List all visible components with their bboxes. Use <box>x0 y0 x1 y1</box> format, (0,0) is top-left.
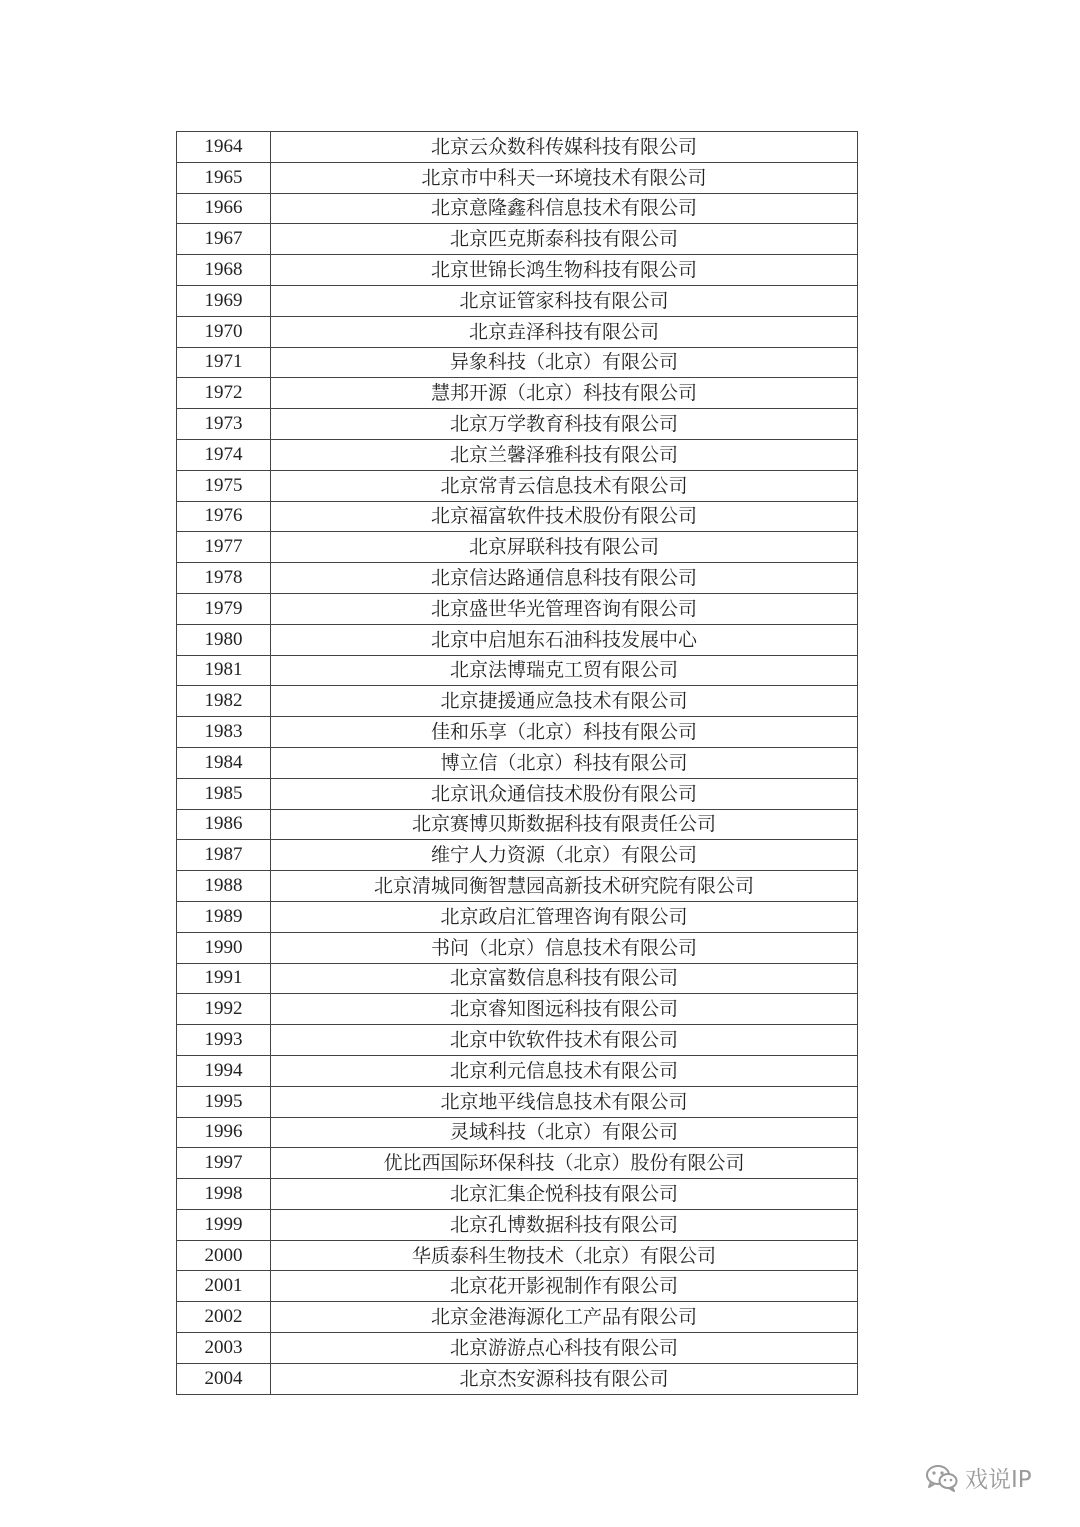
table-row <box>177 1086 858 1117</box>
row-number: 1992 <box>177 994 271 1025</box>
row-number: 1967 <box>177 224 271 255</box>
row-number: 1986 <box>177 809 271 840</box>
row-number: 1966 <box>177 193 271 224</box>
company-name: 北京万学教育科技有限公司 <box>271 409 858 440</box>
row-number: 1964 <box>177 132 271 163</box>
row-number: 1976 <box>177 501 271 532</box>
company-name: 北京政启汇管理咨询有限公司 <box>271 901 858 932</box>
row-number: 1965 <box>177 162 271 193</box>
row-number: 1985 <box>177 778 271 809</box>
row-number: 1981 <box>177 655 271 686</box>
company-name: 北京信达路通信息科技有限公司 <box>271 563 858 594</box>
row-number: 2002 <box>177 1302 271 1333</box>
row-number: 1979 <box>177 593 271 624</box>
watermark-text: 戏说IP <box>965 1467 1032 1493</box>
company-name: 北京云众数科传媒科技有限公司 <box>271 132 858 163</box>
company-name: 华质泰科生物技术（北京）有限公司 <box>271 1240 858 1271</box>
table-row <box>177 963 858 994</box>
table-body <box>177 132 858 1395</box>
company-name: 北京清城同衡智慧园高新技术研究院有限公司 <box>271 871 858 902</box>
table-row <box>177 1363 858 1394</box>
table-row <box>177 224 858 255</box>
company-name: 北京睿知图远科技有限公司 <box>271 994 858 1025</box>
row-number: 1980 <box>177 624 271 655</box>
wechat-icon <box>925 1464 959 1492</box>
table-row <box>177 1240 858 1271</box>
row-number: 1989 <box>177 901 271 932</box>
company-name: 北京垚泽科技有限公司 <box>271 316 858 347</box>
row-number: 1970 <box>177 316 271 347</box>
company-name: 北京捷援通应急技术有限公司 <box>271 686 858 717</box>
company-name: 北京屏联科技有限公司 <box>271 532 858 563</box>
table-row <box>177 285 858 316</box>
table-row <box>177 378 858 409</box>
row-number: 1993 <box>177 1025 271 1056</box>
table-row <box>177 593 858 624</box>
company-name: 异象科技（北京）有限公司 <box>271 347 858 378</box>
row-number: 1998 <box>177 1179 271 1210</box>
table-row <box>177 871 858 902</box>
company-name: 北京福富软件技术股份有限公司 <box>271 501 858 532</box>
watermark <box>925 1461 1032 1494</box>
company-name: 北京中启旭东石油科技发展中心 <box>271 624 858 655</box>
row-number: 1999 <box>177 1209 271 1240</box>
table-row <box>177 409 858 440</box>
table-row <box>177 901 858 932</box>
table-row <box>177 316 858 347</box>
row-number: 1982 <box>177 686 271 717</box>
table-row <box>177 347 858 378</box>
table-row <box>177 655 858 686</box>
row-number: 1995 <box>177 1086 271 1117</box>
company-name: 佳和乐享（北京）科技有限公司 <box>271 717 858 748</box>
table-row <box>177 162 858 193</box>
table-row <box>177 1148 858 1179</box>
table-row <box>177 809 858 840</box>
table-row <box>177 717 858 748</box>
company-name: 灵域科技（北京）有限公司 <box>271 1117 858 1148</box>
row-number: 1997 <box>177 1148 271 1179</box>
company-list-table <box>176 131 858 1395</box>
company-name: 北京花开影视制作有限公司 <box>271 1271 858 1302</box>
row-number: 1969 <box>177 285 271 316</box>
table-row <box>177 1333 858 1364</box>
table-row <box>177 255 858 286</box>
row-number: 2004 <box>177 1363 271 1394</box>
table-row <box>177 624 858 655</box>
company-name: 书问（北京）信息技术有限公司 <box>271 932 858 963</box>
table-row <box>177 470 858 501</box>
table-row <box>177 193 858 224</box>
table-row <box>177 132 858 163</box>
row-number: 2001 <box>177 1271 271 1302</box>
company-name: 北京利元信息技术有限公司 <box>271 1055 858 1086</box>
table-row <box>177 439 858 470</box>
row-number: 1974 <box>177 439 271 470</box>
company-name: 博立信（北京）科技有限公司 <box>271 747 858 778</box>
table-row <box>177 778 858 809</box>
table-row <box>177 1209 858 1240</box>
table-row <box>177 840 858 871</box>
table-row <box>177 1271 858 1302</box>
company-name: 北京盛世华光管理咨询有限公司 <box>271 593 858 624</box>
table-row <box>177 747 858 778</box>
table-row <box>177 1302 858 1333</box>
company-name: 北京匹克斯泰科技有限公司 <box>271 224 858 255</box>
row-number: 1978 <box>177 563 271 594</box>
company-name: 北京证管家科技有限公司 <box>271 285 858 316</box>
table-row <box>177 501 858 532</box>
row-number: 1990 <box>177 932 271 963</box>
company-name: 北京意隆鑫科信息技术有限公司 <box>271 193 858 224</box>
row-number: 1988 <box>177 871 271 902</box>
company-name: 优比西国际环保科技（北京）股份有限公司 <box>271 1148 858 1179</box>
company-name: 北京富数信息科技有限公司 <box>271 963 858 994</box>
company-name: 慧邦开源（北京）科技有限公司 <box>271 378 858 409</box>
company-name: 北京游游点心科技有限公司 <box>271 1333 858 1364</box>
row-number: 1984 <box>177 747 271 778</box>
table-row <box>177 1025 858 1056</box>
table-row <box>177 686 858 717</box>
company-name: 北京中钦软件技术有限公司 <box>271 1025 858 1056</box>
row-number: 1973 <box>177 409 271 440</box>
row-number: 1972 <box>177 378 271 409</box>
row-number: 1968 <box>177 255 271 286</box>
company-name: 北京市中科天一环境技术有限公司 <box>271 162 858 193</box>
company-name: 北京世锦长鸿生物科技有限公司 <box>271 255 858 286</box>
company-name: 北京法博瑞克工贸有限公司 <box>271 655 858 686</box>
company-name: 北京汇集企悦科技有限公司 <box>271 1179 858 1210</box>
table-row <box>177 563 858 594</box>
row-number: 1983 <box>177 717 271 748</box>
table-row <box>177 532 858 563</box>
table-row <box>177 932 858 963</box>
row-number: 1987 <box>177 840 271 871</box>
row-number: 1971 <box>177 347 271 378</box>
company-name: 北京杰安源科技有限公司 <box>271 1363 858 1394</box>
row-number: 1996 <box>177 1117 271 1148</box>
table-row <box>177 1055 858 1086</box>
row-number: 2003 <box>177 1333 271 1364</box>
company-name: 北京金港海源化工产品有限公司 <box>271 1302 858 1333</box>
company-name: 维宁人力资源（北京）有限公司 <box>271 840 858 871</box>
table-row <box>177 1117 858 1148</box>
row-number: 1991 <box>177 963 271 994</box>
row-number: 1994 <box>177 1055 271 1086</box>
row-number: 1977 <box>177 532 271 563</box>
table-row <box>177 994 858 1025</box>
company-name: 北京讯众通信技术股份有限公司 <box>271 778 858 809</box>
company-name: 北京赛博贝斯数据科技有限责任公司 <box>271 809 858 840</box>
company-name: 北京孔博数据科技有限公司 <box>271 1209 858 1240</box>
company-name: 北京地平线信息技术有限公司 <box>271 1086 858 1117</box>
company-name: 北京常青云信息技术有限公司 <box>271 470 858 501</box>
row-number: 2000 <box>177 1240 271 1271</box>
row-number: 1975 <box>177 470 271 501</box>
table-row <box>177 1179 858 1210</box>
company-name: 北京兰馨泽雅科技有限公司 <box>271 439 858 470</box>
